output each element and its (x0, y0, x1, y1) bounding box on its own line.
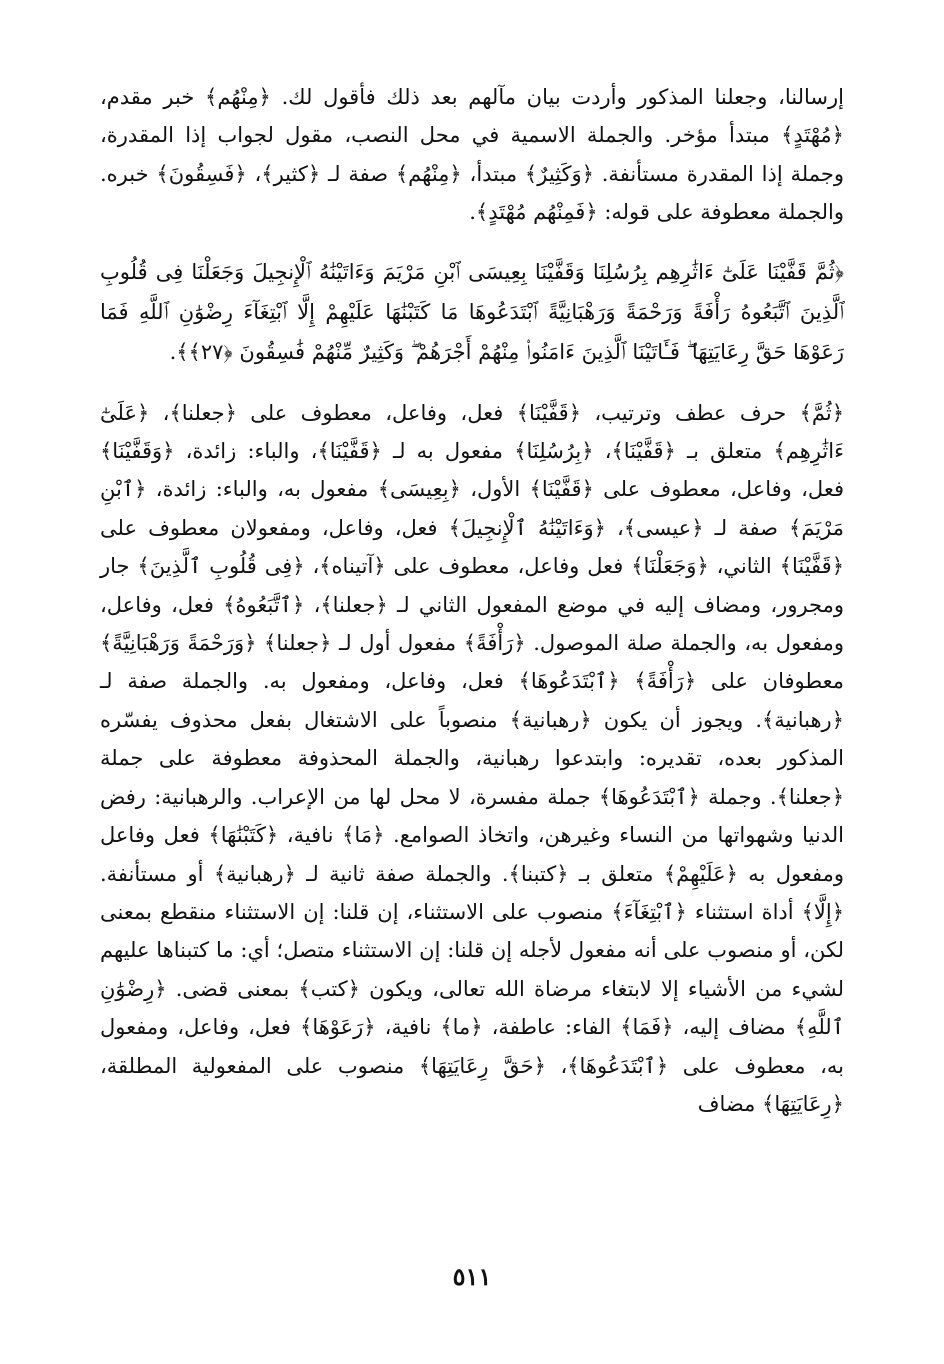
page-body (100, 78, 844, 1123)
page-number: ٥١١ (452, 1262, 492, 1291)
commentary-paragraph-2: ﴿ثُمَّ﴾ حرف عطف وترتيب، ﴿قَفَّيْنَا﴾ فعل، وفاعل، معطوف على ﴿جعلنا﴾، ﴿عَلَىٰٓ ءَاثَٰرِهِم﴾ متعلق بـ ﴿قَفَّيْنَا﴾، ﴿بِرُسُلِنَا﴾ مفعول به لـ ﴿قَفَّيْنَا﴾، والباء: زائدة، ﴿وَقَفَّيْنَا﴾ فعل، وفاعل، معطوف على ﴿قَفَّيْنَا﴾ الأول، ﴿بِعِيسَى﴾ مفعول به، والباء: زائدة، ﴿ٱبْنِ مَرْيَمَ﴾ صفة لـ ﴿عيسى﴾، ﴿وَءَاتَيْنَٰهُ ٱلْإِنجِيلَ﴾ فعل، وفاعل، ومفعولان معطوف على ﴿قَفَّيْنَا﴾ الثاني، ﴿وَجَعَلْنَا﴾ فعل وفاعل، معطوف على ﴿آتيناه﴾، ﴿فِى قُلُوبِ ٱلَّذِينَ﴾ جار ومجرور، ومضاف إليه في موضع المفعول الثاني لـ ﴿جعلنا﴾، ﴿ٱتَّبَعُوهُ﴾ فعل، وفاعل، ومفعول به، والجملة صلة الموصول. ﴿رَأْفَةً﴾ مفعول أول لـ ﴿جعلنا﴾ ﴿وَرَحْمَةً وَرَهْبَانِيَّةً﴾ معطوفان على ﴿رَأْفَةً﴾ ﴿ٱبْتَدَعُوهَا﴾ فعل، وفاعل، ومفعول به. والجملة صفة لـ ﴿رهبانية﴾. ويجوز أن يكون ﴿رهبانية﴾ منصوباً على الاشتغال بفعل محذوف يفسّره المذكور بعده، تقديره: وابتدعوا رهبانية، والجملة المحذوفة معطوفة على جملة ﴿جعلنا﴾. وجملة ﴿ٱبْتَدَعُوهَا﴾ جملة مفسرة، لا محل لها من الإعراب. والرهبانية: رفض الدنيا وشهواتها من النساء وغيرهن، واتخاذ الصوامع. ﴿مَا﴾ نافية، ﴿كَتَبْنَٰهَا﴾ فعل وفاعل ومفعول به ﴿عَلَيْهِمْ﴾ متعلق بـ ﴿كتبنا﴾. والجملة صفة ثانية لـ ﴿رهبانية﴾ أو مستأنفة. ﴿إِلَّا﴾ أداة استثناء ﴿ٱبْتِغَآءَ﴾ منصوب على الاستثناء، إن قلنا: إن الاستثناء منقطع بمعنى لكن، أو منصوب على أنه مفعول لأجله إن قلنا: إن الاستثناء متصل؛ أي: ما كتبناها عليهم لشيء من الأشياء إلا لابتغاء مرضاة الله تعالى، ويكون ﴿كتب﴾ بمعنى قضى. ﴿رِضْوَٰنِ ٱللَّهِ﴾ مضاف إليه، ﴿فَمَا﴾ الفاء: عاطفة، ﴿ما﴾ نافية، ﴿رَعَوْهَا﴾ فعل، وفاعل، ومفعول به، معطوف على ﴿ٱبْتَدَعُوهَا﴾، ﴿حَقَّ رِعَايَتِهَا﴾ منصوب على المفعولية المطلقة، ﴿رِعَايَتِهَا﴾ مضاف (100, 400, 844, 1116)
quran-verse-block: ﴿ثُمَّ قَفَّيْنَا عَلَىٰٓ ءَاثَٰرِهِم بِرُسُلِنَا وَقَفَّيْنَا بِعِيسَى ٱبْنِ مَرْيَمَ وَءَاتَيْنَٰهُ ٱلْإِنجِيلَ وَجَعَلْنَا فِى قُلُوبِ ٱلَّذِينَ ٱتَّبَعُوهُ رَأْفَةً وَرَحْمَةً وَرَهْبَانِيَّةً ٱبْتَدَعُوهَا مَا كَتَبْنَٰهَا عَلَيْهِمْ إِلَّا ٱبْتِغَآءَ رِضْوَٰنِ ٱللَّهِ فَمَا رَعَوْهَا حَقَّ رِعَايَتِهَا ۖ فَـَٔاتَيْنَا ٱلَّذِينَ ءَامَنُوا۟ مِنْهُمْ أَجْرَهُمْ ۖ وَكَثِيرٌ مِّنْهُمْ فَٰسِقُونَ ﴿٢٧﴾﴾. (100, 259, 844, 364)
commentary-paragraph-1: إرسالنا، وجعلنا المذكور وأردت بيان مآلهم بعد ذلك فأقول لك. ﴿مِنْهُم﴾ خبر مقدم، ﴿مُهْتَدٍ﴾ مبتدأ مؤخر. والجملة الاسمية في محل النصب، مقول لجواب إذا المقدرة، وجملة إذا المقدرة مستأنفة. ﴿وَكَثِيرٌ﴾ مبتدأ، ﴿مِنْهُم﴾ صفة لـ ﴿كثير﴾، ﴿فَسِقُونَ﴾ خبره. والجملة معطوفة على قوله: ﴿فَمِنْهُم مُهْتَدٍ﴾. (100, 85, 844, 225)
